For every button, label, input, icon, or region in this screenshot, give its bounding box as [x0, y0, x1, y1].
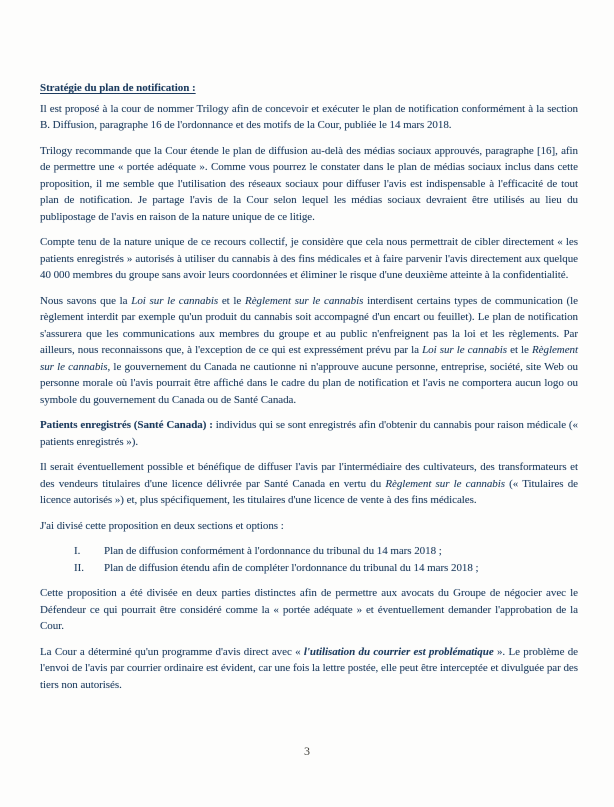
paragraph-division-rationale: [40, 585, 581, 635]
text-run: et le: [507, 344, 533, 356]
text-run: Règlement sur le cannabis: [385, 477, 505, 490]
text-run: Loi sur le cannabis: [131, 294, 219, 307]
text-run: l'utilisation du courrier est problématique: [303, 645, 494, 658]
text-run: Loi sur le cannabis: [422, 344, 507, 356]
text-run: Il serait éventuellement possible et bénéfique de diffuser l'avis par l'intermédiaire des cultivateurs, des transformateurs et des vendeurs titulaires d'une licence délivrée par Santé Canada en vertu du: [40, 461, 581, 490]
text-run: Règlement sur le cannabis: [40, 344, 581, 373]
text-run: et le: [218, 294, 246, 307]
text-run: ». Le problème de l'envoi de l'avis par courrier ordinaire est évident, car une fois la lettre postée, elle peut être interceptée et divulguée par des tiers non autorisés.: [40, 645, 581, 691]
text-run: , le gouvernement du Canada ne cautionne ni n'approuve aucune personne, entreprise, société, site Web ou personne morale où l'avis pourrait être affiché dans le cadre du plan de notification et l'avis ne comportera aucun logo ou symbole du gouvernement du Canada ou de Santé Canada.: [40, 360, 581, 406]
paragraph-mail-problem: [40, 644, 581, 694]
text-run: Nous savons que la: [40, 294, 132, 307]
text-run: Patients enregistrés (Santé Canada) :: [40, 419, 216, 431]
numbered-list: [40, 543, 578, 576]
list-marker: II.: [74, 561, 84, 574]
text-run: individus qui se sont enregistrés afin d'obtenir du cannabis pour raison médicale (« patients enregistrés »).: [40, 419, 581, 448]
list-item: [40, 543, 578, 560]
paragraph-law-compliance: [40, 293, 581, 409]
text-run: (« Titulaires de licence autorisés ») et, plus spécifiquement, les titulaires d'une licence de vente à des fins médicales.: [40, 477, 581, 506]
paragraph-two-sections-intro: [40, 518, 578, 535]
section-heading: Stratégie du plan de notification :: [40, 82, 196, 94]
list-marker: I.: [74, 545, 81, 557]
paragraph-registered-patients-targeting: [40, 234, 581, 284]
text-run: Cette proposition a été divisée en deux parties distinctes afin de permettre aux avocats du Groupe de négocier avec le Défendeur ce qui pourrait être considéré comme la « portée adéquate » et éventuellement demander l'approbation de la Cour.: [40, 587, 581, 632]
paragraph-trilogy-recommendation: [40, 143, 581, 226]
paragraph-license-holders: [40, 459, 581, 509]
text-run: J'ai divisé cette proposition en deux sections et options :: [40, 519, 284, 532]
document-body: [40, 80, 581, 702]
page-number: 3: [304, 744, 310, 758]
text-run: La Cour a déterminé qu'un programme d'avis direct avec «: [40, 645, 304, 658]
text-run: interdisent certains types de communication (le règlement interdit par exemple qu'un produit du cannabis soit accompagné d'un encart ou feuillet). Le plan de notification s'assurera que les communications aux membres du groupe et au public n'enfreignent pas la loi et les règlements. Par ailleurs, nous reconnaissons que, à l'exception de ce qui est expressément prévu par la: [40, 294, 581, 356]
paragraph-patients-definition: [40, 417, 581, 450]
list-item-text: Plan de diffusion étendu afin de compléter l'ordonnance du tribunal du 14 mars 2018 ;: [104, 561, 479, 574]
list-item: [40, 560, 578, 577]
text-run: Règlement sur le cannabis: [245, 294, 364, 307]
text-run: Trilogy recommande que la Cour étende le plan de diffusion au-delà des médias sociaux approuvés, paragraphe [16], afin de permettre une « portée adéquate ». Comme vous pourrez le constater dans le plan de médias sociaux inclus dans cette proposition, il me semble que l'utilisation des réseaux sociaux pour diffuser l'avis est indispensable à l'efficacité de tout plan de notification. Je partage l'avis de la Cour selon lequel les médias sociaux devraient être utilisés au lieu du publipostage de l'avis en raison de la nature unique de ce litige.: [40, 144, 581, 223]
text-run: Il est proposé à la cour de nommer Trilogy afin de concevoir et exécuter le plan de notification conformément à la section B. Diffusion, paragraphe 16 de l'ordonnance et des motifs de la Cour, publiée le 14 mars 2018.: [40, 102, 581, 131]
list-item-text: Plan de diffusion conformément à l'ordonnance du tribunal du 14 mars 2018 ;: [104, 545, 442, 557]
text-run: Compte tenu de la nature unique de ce recours collectif, je considère que cela nous permettrait de cibler directement « les patients enregistrés » autorisés à utiliser du cannabis à des fins médicales et à faire parvenir l'avis directement aux quelque 40 000 membres du groupe sans avoir leurs coordonnées et éliminer le risque d'une deuxième atteinte à la confidentialité.: [40, 236, 581, 281]
paragraph-court-appointment: [40, 101, 581, 134]
